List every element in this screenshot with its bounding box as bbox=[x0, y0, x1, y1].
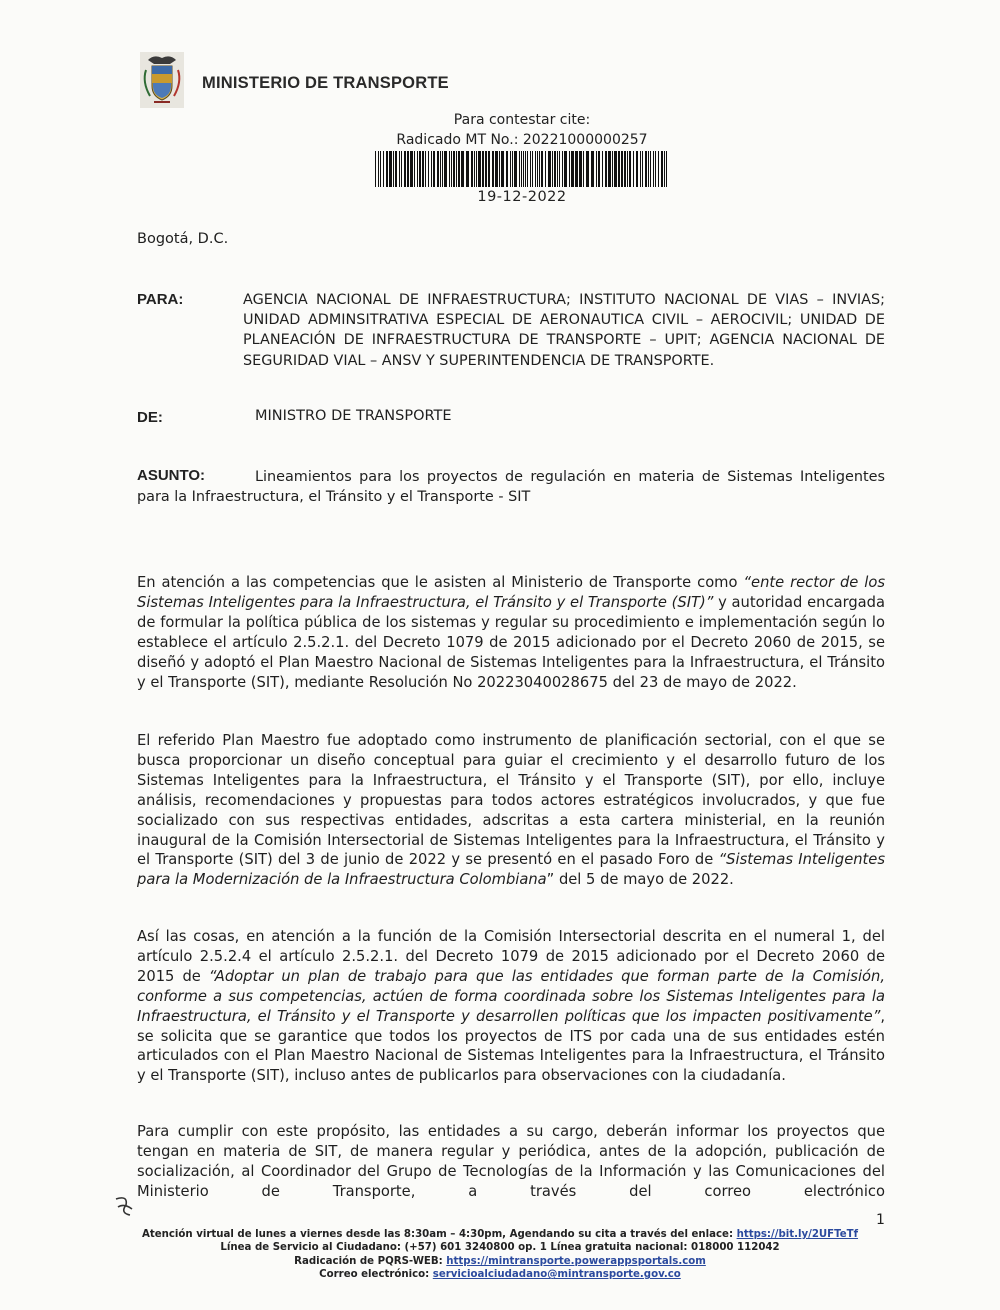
barcode-bar bbox=[442, 151, 443, 187]
barcode-bar bbox=[474, 151, 475, 187]
barcode-bar bbox=[410, 151, 413, 187]
barcode-bar bbox=[575, 151, 578, 187]
barcode-bar bbox=[532, 151, 533, 187]
barcode-bar bbox=[523, 151, 524, 187]
from-label: DE: bbox=[137, 409, 163, 426]
barcode-bar bbox=[614, 151, 617, 187]
barcode-bar bbox=[564, 151, 567, 187]
barcode-bar bbox=[552, 151, 553, 187]
barcode-bar bbox=[428, 151, 429, 187]
barcode-bar bbox=[624, 151, 626, 187]
barcode-bar bbox=[458, 151, 460, 187]
barcode-bar bbox=[495, 151, 498, 187]
barcode-bar bbox=[488, 151, 490, 187]
p2-text-a: El referido Plan Maestro fue adoptado como instrumento de planificación sectorial, con el que se busca proporcionar un diseño conceptual para guiar el crecimiento y el desarrollo futuro de los Sistemas Inteligentes para la Infraestructura, el Tránsito y el Transporte (SIT), por ello, incluye análisis, recomendaciones y propuestas para todos actores estratégicos involucrados, y que fue socializado con sus respectivas entidades, adscritas a esta cartera ministerial, en la reunión inaugural de la Comisión Intersectorial de Sistemas Inteligentes para la Infraestructura, el Tránsito y el Transporte (SIT) del 3 de junio de 2022 y se presentó en el pasado Foro de bbox=[137, 732, 885, 869]
barcode-bar bbox=[456, 151, 457, 187]
barcode-bar bbox=[596, 151, 597, 187]
barcode-bar bbox=[548, 151, 551, 187]
barcode-bar bbox=[527, 151, 528, 187]
p1-quote: “ente rector de los Sistemas Inteligentes para la Infraestructura, el Tránsito y el Transporte (SIT)” bbox=[137, 574, 885, 611]
barcode-bar bbox=[530, 151, 531, 187]
footer-hours: Atención virtual de lunes a viernes desde las 8:30am – 4:30pm, Agendando su cita a través del enlace: bbox=[141, 1229, 737, 1240]
barcode-bar bbox=[598, 151, 600, 187]
barcode bbox=[373, 151, 671, 187]
citation-label: Para contestar cite: bbox=[453, 112, 591, 128]
barcode-bar bbox=[541, 151, 543, 187]
barcode-bar bbox=[510, 151, 511, 187]
to-label: PARA: bbox=[137, 291, 184, 308]
to-recipients: AGENCIA NACIONAL DE INFRAESTRUCTURA; INSTITUTO NACIONAL DE VIAS – INVIAS; UNIDAD ADMINSITRATIVA ESPECIAL DE AERONAUTICA CIVIL – AEROCIVIL; UNIDAD DE PLANEACIÓN DE INFRAESTRUCTURA DE TRANSPORTE – UPIT; AGENCIA NACIONAL DE SEGURIDAD VIAL – ANSV Y SUPERINTENDENCIA DE TRANSPORTE. bbox=[243, 292, 885, 369]
barcode-bar bbox=[650, 151, 651, 187]
barcode-bar bbox=[514, 151, 517, 187]
barcode-bar bbox=[399, 151, 400, 187]
barcode-bar bbox=[393, 151, 394, 187]
footer-pqrs-link[interactable]: https://mintransporte.powerappsportals.com bbox=[446, 1255, 706, 1267]
barcode-bar bbox=[433, 151, 435, 187]
barcode-bar bbox=[519, 151, 520, 187]
barcode-bar bbox=[562, 151, 563, 187]
barcode-bar bbox=[482, 151, 484, 187]
p3-text-a: Así las cosas, en atención a la función de la Comisión Intersectorial descrita en el numeral 1, del artículo 2.5.2.4 el artículo 2.5.2.1. del Decreto 1079 de 2015 adicionado por el Decreto 2060 de 2015 de bbox=[137, 928, 885, 985]
barcode-bar bbox=[664, 151, 665, 187]
barcode-bar bbox=[383, 151, 384, 187]
barcode-bar bbox=[612, 151, 613, 187]
barcode-bar bbox=[618, 151, 620, 187]
colombia-coat-of-arms-icon bbox=[140, 52, 184, 108]
barcode-bar bbox=[645, 151, 647, 187]
barcode-bar bbox=[525, 151, 526, 187]
barcode-bar bbox=[636, 151, 638, 187]
barcode-bar bbox=[521, 151, 522, 187]
place-line: Bogotá, D.C. bbox=[137, 231, 229, 247]
barcode-bar bbox=[579, 151, 582, 187]
barcode-bar bbox=[583, 151, 584, 187]
p1-text-b: y autoridad encargada de formular la política pública de los sistemas y regular su procedimiento e implementación según lo establece el artículo 2.5.2.1. del Decreto 1079 de 2015 adicionado por el Decreto 2060 de 2015, se diseñó y adoptó el Plan Maestro Nacional de Sistemas Inteligentes para la Infraestructura, el Tránsito y el Transporte (SIT), mediante Resolución No 20223040028675 del 23 de mayo de 2022. bbox=[137, 593, 885, 691]
p2-quote: “Sistemas Inteligentes para la Modernización de la Infraestructura Colombiana bbox=[137, 851, 885, 889]
citation-block bbox=[372, 110, 672, 205]
p2-text-b: ” del 5 de mayo de 2022. bbox=[546, 871, 734, 889]
p3-quote: “Adoptar un plan de trabajo para que las entidades que forman parte de la Comisión, conforme a sus competencias, actúen de forma coordinada sobre los Sistemas Inteligentes para la Infraestructura, el Tránsito y el Transporte y desarrollen políticas que los impacten positivamente” bbox=[137, 967, 885, 1025]
barcode-bar bbox=[666, 151, 667, 187]
barcode-bar bbox=[378, 151, 379, 187]
barcode-bar bbox=[545, 151, 546, 187]
barcode-bar bbox=[499, 151, 500, 187]
barcode-bar bbox=[661, 151, 663, 187]
barcode-bar bbox=[417, 151, 418, 187]
barcode-bar bbox=[451, 151, 452, 187]
barcode-bar bbox=[642, 151, 643, 187]
barcode-bar bbox=[466, 151, 469, 187]
from-sender: MINISTRO DE TRANSPORTE bbox=[255, 408, 452, 424]
barcode-bar bbox=[431, 151, 432, 187]
ministry-name: MINISTERIO DE TRANSPORTE bbox=[202, 73, 449, 92]
barcode-bar bbox=[444, 151, 447, 187]
barcode-bar bbox=[535, 151, 536, 187]
barcode-bar bbox=[419, 151, 421, 187]
barcode-bar bbox=[395, 151, 397, 187]
handwritten-mark bbox=[110, 1193, 138, 1221]
barcode-bar bbox=[492, 151, 494, 187]
barcode-bar bbox=[453, 151, 455, 187]
barcode-bar bbox=[627, 151, 628, 187]
barcode-bar bbox=[653, 151, 654, 187]
barcode-bar bbox=[621, 151, 623, 187]
barcode-bar bbox=[425, 151, 426, 187]
letterhead bbox=[140, 52, 449, 108]
barcode-bar bbox=[537, 151, 538, 187]
barcode-bar bbox=[629, 151, 631, 187]
barcode-bar bbox=[648, 151, 649, 187]
barcode-bar bbox=[608, 151, 611, 187]
barcode-bar bbox=[404, 151, 406, 187]
page-number: 1 bbox=[876, 1212, 885, 1228]
barcode-bar bbox=[586, 151, 589, 187]
body-paragraph-3 bbox=[137, 927, 885, 1086]
barcode-bar bbox=[569, 151, 570, 187]
citation-number: Radicado MT No.: 20221000000257 bbox=[396, 132, 648, 148]
barcode-bar bbox=[471, 151, 473, 187]
footer-pqrs-label: Radicación de PQRS-WEB: bbox=[294, 1255, 447, 1267]
barcode-bar bbox=[449, 151, 450, 187]
footer-email-link[interactable]: servicioalciudadano@mintransporte.gov.co bbox=[432, 1269, 681, 1281]
barcode-bar bbox=[389, 151, 392, 187]
barcode-bar bbox=[559, 151, 560, 187]
barcode-bar bbox=[407, 151, 409, 187]
body-paragraph-4: Para cumplir con este propósito, las entidades a su cargo, deberán informar los proyectos que tengan en materia de SIT, de manera regular y periódica, antes de la adopción, publicación de socialización, al Coordinador del Grupo de Tecnologías de la Información y las Comunicaciones del Ministerio de Transporte, a través del correo electrónico bbox=[137, 1123, 885, 1200]
footer-line-1 bbox=[120, 1228, 880, 1241]
footer-line-2: Línea de Servicio al Ciudadano: (+57) 601 3240800 op. 1 Línea gratuita nacional: 018000 112042 bbox=[220, 1242, 780, 1254]
subject-label: ASUNTO: bbox=[137, 467, 206, 484]
body-paragraph-1 bbox=[137, 573, 885, 692]
barcode-bar bbox=[658, 151, 659, 187]
footer-line-4 bbox=[120, 1268, 880, 1281]
footer-line-3 bbox=[120, 1255, 880, 1268]
barcode-bar bbox=[461, 151, 464, 187]
barcode-bar bbox=[554, 151, 556, 187]
barcode-bar bbox=[591, 151, 594, 187]
footer-appointment-link[interactable]: https://bit.ly/2UFTeTf bbox=[736, 1229, 859, 1240]
barcode-bar bbox=[476, 151, 477, 187]
barcode-bar bbox=[539, 151, 540, 187]
barcode-bar bbox=[501, 151, 504, 187]
barcode-bar bbox=[602, 151, 603, 187]
body-paragraph-2 bbox=[137, 731, 885, 890]
p3-text-b: , se solicita que se garantice que todos los proyectos de ITS por cada una de sus entidades estén articulados con el Plan Maestro Nacional de Sistemas Inteligentes para la Infraestructura, el Tránsito y el Transporte (SIT), incluso antes de publicarlos para observaciones con la ciudadanía. bbox=[137, 1007, 885, 1085]
barcode-bar bbox=[640, 151, 641, 187]
barcode-bar bbox=[375, 151, 376, 187]
barcode-bar bbox=[557, 151, 558, 187]
barcode-bar bbox=[633, 151, 634, 187]
barcode-bar bbox=[437, 151, 439, 187]
barcode-bar bbox=[414, 151, 415, 187]
barcode-bar bbox=[485, 151, 487, 187]
barcode-bar bbox=[512, 151, 513, 187]
footer bbox=[120, 1228, 880, 1282]
barcode-bar bbox=[571, 151, 574, 187]
barcode-bar bbox=[380, 151, 381, 187]
barcode-bar bbox=[655, 151, 656, 187]
barcode-bar bbox=[605, 151, 607, 187]
barcode-bar bbox=[440, 151, 441, 187]
barcode-bar bbox=[422, 151, 424, 187]
citation-date: 19-12-2022 bbox=[477, 189, 567, 205]
barcode-bar bbox=[386, 151, 388, 187]
footer-email-label: Correo electrónico: bbox=[319, 1269, 433, 1281]
barcode-bar bbox=[506, 151, 508, 187]
barcode-bar bbox=[401, 151, 402, 187]
p1-text-a: En atención a las competencias que le asisten al Ministerio de Transporte como bbox=[137, 574, 744, 591]
barcode-bar bbox=[478, 151, 481, 187]
subject-text: Lineamientos para los proyectos de regulación en materia de Sistemas Inteligentes para la Infraestructura, el Tránsito y el Transporte - SIT bbox=[137, 469, 885, 506]
